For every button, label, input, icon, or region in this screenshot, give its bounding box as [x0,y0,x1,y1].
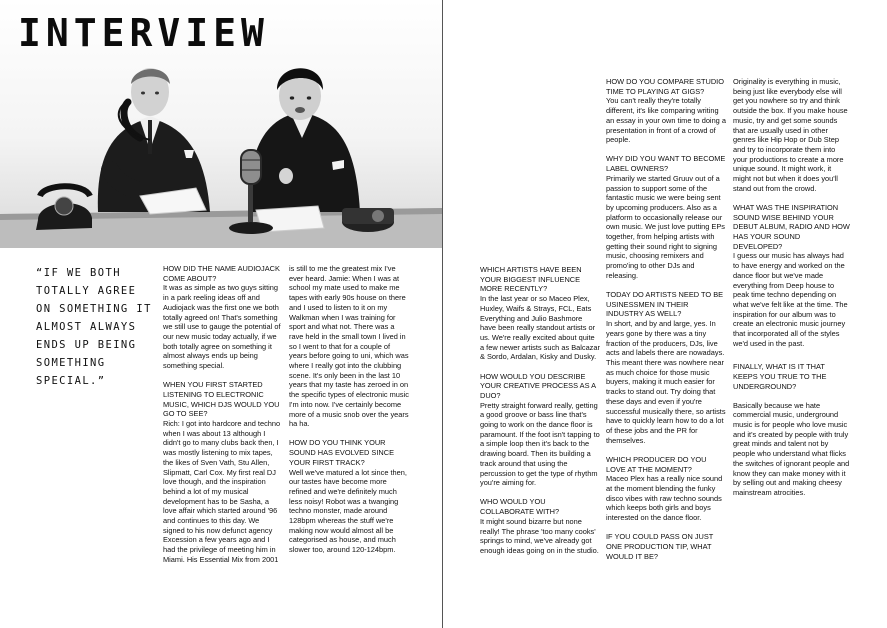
question-heading: WHEN YOU FIRST STARTED LISTENING TO ELECTRONIC MUSIC, WHICH DJS WOULD YOU GO TO SEE? [163,380,280,419]
pull-quote: “IF WE BOTH TOTALLY AGREE ON SOMETHING IT ALMOST ALWAYS ENDS UP BEING SOMETHING SPECIAL.” [36,267,152,387]
column-3 [480,265,600,565]
column-2 [289,264,409,564]
answer-text: It might sound bizarre but none really! The phrase 'too many cooks' springs to mind, we've already got enough ideas going on in the studio. [480,516,599,555]
question-heading: WHICH ARTISTS HAVE BEEN YOUR BIGGEST INFLUENCE MORE RECENTLY? [480,265,582,294]
answer-text: In the last year or so Maceo Plex, Huxley, Waifs & Strays, FCL, Eats Everything and Julio Bashmore have been really standout artists or us. We're really excited about quite a few newer artists such as Balcazar & Sordo, Ardalan, Kisky and Dusky. [480,294,600,362]
question-heading: HOW DID THE NAME AUDIOJACK COME ABOUT? [163,264,280,283]
question-heading: WHY DID YOU WANT TO BECOME LABEL OWNERS? [606,154,726,174]
question-heading: HOW DO YOU THINK YOUR SOUND HAS EVOLVED SINCE YOUR FIRST TRACK? [289,438,394,467]
answer-text: is still to me the greatest mix I've ever heard. Jamie: When I was at school my mate used to make me tapes with early 90s house on there and I used to listen to it on my Walkman when I was training for sport and what not. There was a rave held in the small town I lived in so I went to that for a couple of years before going to uni, which was where I really got into the clubbing scene. It's only been in the last 10 years that my taste has zeroed in on the specific types of electronic music I'm into now. I've certainly become more of a music snob over the years ha ha. [289,264,409,429]
answer-text: Rich: I got into hardcore and techno when I was about 13 although I didn't go to many clubs back then, I was mostly listening to mix tapes, the likes of Sven Vath, Stu Allen, Slipmatt, Carl Cox. My first real DJ love though, and the inspiration behind a lot of my musical development has to be Sasha, a love affair which started around '96 and continues to this day. We signed to his now defunct agency Excession a few years ago and I had the privilege of meeting him in Miami. His Essential Mix from 2001 [163,419,281,564]
question-heading: WHO WOULD YOU COLLABORATE WITH? [480,497,560,517]
answer-text: Basically because we hate commercial music, underground music is for people who love music and it's created by people with truly great minds and talent not by people who understand what flicks the switches of ignorant people and know they can make money with it by selling out and making cheesy mainstream atrocities. [733,400,850,497]
answer-text: Pretty straight forward really, getting a good groove or bass line that's going to work on the dance floor is paramount. If the foot isn't tapping to a simple loop then it's back to the drawing board. Then its building a track around that using the percussion to get the type of rhythm you're aiming for. [480,400,600,488]
answer-text: Originality is everything in music, being just like everybody else will get you nowhere so try and think outside the box. If you make house music, try and get some sounds that are usually used in other genres like Hip Hop or Dub Step and try to incorporate them into your productions to create a more unique sound. It might work, it might not but when it does you'll stand out from the crowd. [733,77,848,193]
answer-text: Well we've matured a lot since then, our tastes have become more refined and we're definitely much less noisy! Robot was a twanging techno monster, made around 128bpm whereas the stuff we're making now would almost all be categorised as house, and much slower too, around 120-124bpm. [289,467,407,555]
answer-text: Maceo Plex has a really nice sound at the moment blending the funky disco vibes with raw techno sounds which keeps both girls and boys interested on the dance floor. [606,474,723,523]
question-heading: IF YOU COULD PASS ON JUST ONE PRODUCTION TIP, WHAT WOULD IT BE? [606,532,714,561]
page-title: INTERVIEW [18,11,269,55]
answer-text: I guess our music has always had to have energy and worked on the dance floor but we've made everything from Deep house to peak time techno depending on what we've felt like at the time. The inspiration for our album was to create an electronic music journey that incorporated all of the styles we'd used in the past. [733,251,848,348]
question-heading: HOW DO YOU COMPARE STUDIO TIME TO PLAYING AT GIGS? [606,77,724,96]
question-heading: FINALLY, WHAT IS IT THAT KEEPS YOU TRUE TO THE UNDERGROUND? [733,362,827,391]
column-5 [733,77,851,507]
question-heading: TODAY DO ARTISTS NEED TO BE USINESSMEN IN THEIR INDUSTRY AS WELL? [606,290,724,319]
answer-text: Primarily we started Gruuv out of a passion to support some of the fantastic music we were being sent by upcoming producers. Also as a platform to occasionally release our own music. We just love putting EPs together, from helping artists with getting their sound right to signing music, choosing remixers and promo'ing to other DJs and releasing. [606,173,725,280]
column-4 [606,77,726,561]
left-page [0,0,442,628]
question-heading: WHICH PRODUCER DO YOU LOVE AT THE MOMENT? [606,454,707,474]
hero-photo [0,0,442,248]
answer-text: It was as simple as two guys sitting in a park reeling ideas off and Audiojack was the first one we both totally agreed on! That's something we still use to gauge the potential of our new music today actually, if we both totally agree on something it almost always ends up being something special. [163,283,281,371]
question-heading: HOW WOULD YOU DESCRIBE YOUR CREATIVE PROCESS AS A DUO? [480,371,596,400]
question-heading: WHAT WAS THE INSPIRATION SOUND WISE BEHIND YOUR DEBUT ALBUM, RADIO AND HOW HAS YOUR SOUND DEVELOPED? [733,202,850,251]
answer-text: You can't really they're totally different, it's like comparing writing an essay in your own time to doing a presentation in front of a crowd of people. [606,96,726,145]
answer-text: In short, and by and large, yes. In years gone by there was a tiny fraction of the producers, DJs, live acts and labels there are nowadays. This meant there was nowhere near as much choice for those music buyers, making it much easier for tracks to stand out. Try doing that these days and even if you're successful musically there, so artists have to quickly learn how to do a lot of these jobs and the PR for themselves. [606,319,726,445]
column-1 [163,264,283,574]
